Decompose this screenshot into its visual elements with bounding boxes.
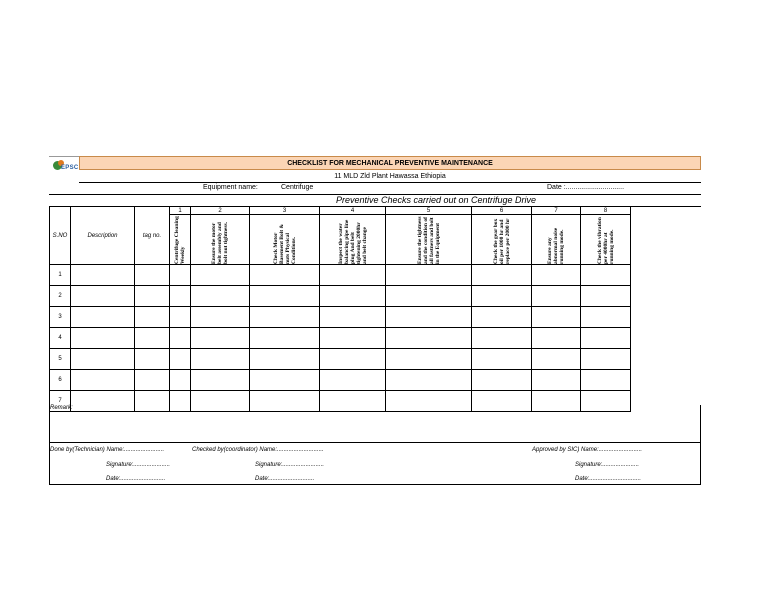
check-description-cell bbox=[320, 215, 386, 265]
check-cell-3[interactable] bbox=[250, 286, 320, 307]
check-cell-4[interactable] bbox=[320, 370, 386, 391]
check-cell-6[interactable] bbox=[472, 370, 532, 391]
row-number: 2 bbox=[50, 286, 71, 307]
check-description-cell bbox=[191, 215, 250, 265]
check-cell-5[interactable] bbox=[386, 265, 472, 286]
check-description-cell bbox=[250, 215, 320, 265]
check-number: 8 bbox=[581, 207, 631, 215]
table-row bbox=[50, 328, 631, 349]
check-cell-2[interactable] bbox=[191, 370, 250, 391]
tag-cell[interactable] bbox=[135, 307, 170, 328]
signature-field-2[interactable]: Signature:......................... bbox=[255, 462, 325, 468]
checked-by-field[interactable]: Checked by(coordinator) Name:............................ bbox=[192, 447, 324, 453]
check-cell-1[interactable] bbox=[170, 307, 191, 328]
check-cell-8[interactable] bbox=[581, 328, 631, 349]
date-field-1[interactable]: Date:........................... bbox=[106, 476, 166, 482]
check-cell-7[interactable] bbox=[532, 307, 581, 328]
description-header: Description bbox=[71, 207, 135, 265]
check-cell-8[interactable] bbox=[581, 265, 631, 286]
tag-cell[interactable] bbox=[135, 349, 170, 370]
tag-header: tag no. bbox=[135, 207, 170, 265]
check-description-cell bbox=[532, 215, 581, 265]
check-number: 7 bbox=[532, 207, 581, 215]
table-row bbox=[50, 307, 631, 328]
remark-label: Remark: bbox=[50, 405, 73, 411]
check-number: 1 bbox=[170, 207, 191, 215]
tag-cell[interactable] bbox=[135, 265, 170, 286]
check-description-cell bbox=[472, 215, 532, 265]
description-cell[interactable] bbox=[71, 265, 135, 286]
check-cell-2[interactable] bbox=[191, 349, 250, 370]
tag-cell[interactable] bbox=[135, 370, 170, 391]
check-cell-6[interactable] bbox=[472, 307, 532, 328]
done-by-field[interactable]: Done by(Technician) Name:........................ bbox=[50, 447, 165, 453]
check-description: Check Motor Basement Bolt & nuts Physical Conditions. bbox=[272, 223, 297, 264]
check-number: 5 bbox=[386, 207, 472, 215]
check-cell-5[interactable] bbox=[386, 286, 472, 307]
preventive-checks-title: Preventive Checks carried out on Centrifuge Drive bbox=[171, 194, 701, 207]
check-cell-7[interactable] bbox=[532, 265, 581, 286]
check-cell-8[interactable] bbox=[581, 286, 631, 307]
check-cell-8[interactable] bbox=[581, 307, 631, 328]
check-number: 3 bbox=[250, 207, 320, 215]
row-number: 3 bbox=[50, 307, 71, 328]
tag-cell[interactable] bbox=[135, 286, 170, 307]
check-cell-3[interactable] bbox=[250, 349, 320, 370]
check-description-cell bbox=[170, 215, 191, 265]
check-number: 4 bbox=[320, 207, 386, 215]
check-cell-5[interactable] bbox=[386, 307, 472, 328]
logo-text: EPSC bbox=[61, 165, 79, 171]
check-description-cell bbox=[386, 215, 472, 265]
checklist-table bbox=[49, 206, 631, 412]
signature-field-1[interactable]: Signature:...................... bbox=[106, 462, 171, 468]
table-row bbox=[50, 370, 631, 391]
check-cell-3[interactable] bbox=[250, 307, 320, 328]
check-description-cell bbox=[581, 215, 631, 265]
check-cell-3[interactable] bbox=[250, 328, 320, 349]
row-number: 4 bbox=[50, 328, 71, 349]
check-cell-4[interactable] bbox=[320, 265, 386, 286]
check-cell-1[interactable] bbox=[170, 328, 191, 349]
equipment-label: Equipment name: bbox=[203, 184, 258, 191]
check-cell-7[interactable] bbox=[532, 328, 581, 349]
check-number-row bbox=[50, 207, 631, 215]
check-cell-1[interactable] bbox=[170, 286, 191, 307]
check-cell-1[interactable] bbox=[170, 349, 191, 370]
check-cell-1[interactable] bbox=[170, 370, 191, 391]
form-subtitle: 11 MLD Zld Plant Hawassa Ethiopia bbox=[79, 171, 701, 183]
check-description: Centrifuge Cleaning Weekly bbox=[174, 215, 186, 264]
equipment-value: Centrifuge bbox=[281, 184, 314, 191]
check-cell-6[interactable] bbox=[472, 349, 532, 370]
check-cell-7[interactable] bbox=[532, 370, 581, 391]
description-cell[interactable] bbox=[71, 307, 135, 328]
check-cell-5[interactable] bbox=[386, 349, 472, 370]
check-cell-4[interactable] bbox=[320, 286, 386, 307]
date-field-3[interactable]: Date:............................... bbox=[575, 476, 642, 482]
check-description: Check the vibration per 4000hr at running mode. bbox=[596, 216, 615, 264]
company-logo bbox=[49, 156, 79, 177]
description-cell[interactable] bbox=[71, 349, 135, 370]
check-cell-5[interactable] bbox=[386, 328, 472, 349]
check-cell-6[interactable] bbox=[472, 265, 532, 286]
check-cell-6[interactable] bbox=[472, 328, 532, 349]
check-cell-2[interactable] bbox=[191, 328, 250, 349]
check-number: 6 bbox=[472, 207, 532, 215]
check-cell-5[interactable] bbox=[386, 370, 472, 391]
check-cell-4[interactable] bbox=[320, 349, 386, 370]
check-description: Check the gear box oil per 1000 hr and replace per 2000 hr bbox=[492, 218, 511, 264]
check-cell-8[interactable] bbox=[581, 370, 631, 391]
row-number: 5 bbox=[50, 349, 71, 370]
check-cell-8[interactable] bbox=[581, 349, 631, 370]
sno-header: S.NO bbox=[50, 207, 71, 265]
check-cell-2[interactable] bbox=[191, 265, 250, 286]
check-cell-6[interactable] bbox=[472, 286, 532, 307]
approved-by-field[interactable]: Approved by SIC) Name:.......................... bbox=[532, 447, 643, 453]
check-cell-4[interactable] bbox=[320, 328, 386, 349]
remark-box[interactable] bbox=[49, 405, 701, 443]
form-title: CHECKLIST FOR MECHANICAL PREVENTIVE MAINTENANCE bbox=[79, 156, 701, 170]
check-description: Ensure the tightness and the condition of all fastners and bolt in the Equipment bbox=[416, 215, 441, 264]
check-cell-1[interactable] bbox=[170, 265, 191, 286]
row-number: 1 bbox=[50, 265, 71, 286]
signature-field-3[interactable]: Signature:...................... bbox=[575, 462, 640, 468]
description-cell[interactable] bbox=[71, 328, 135, 349]
table-row bbox=[50, 286, 631, 307]
check-description: Ensure the motor belt assembly and bolt nut tightness. bbox=[211, 221, 229, 264]
checklist-body bbox=[50, 265, 631, 412]
table-row bbox=[50, 349, 631, 370]
check-description: Ensure any abnormal noise running mode. bbox=[547, 227, 565, 264]
check-cell-2[interactable] bbox=[191, 286, 250, 307]
row-number: 7 bbox=[50, 391, 71, 412]
check-cell-4[interactable] bbox=[320, 307, 386, 328]
table-row bbox=[50, 265, 631, 286]
date-field: Date :.............................. bbox=[547, 184, 625, 191]
check-cell-7[interactable] bbox=[532, 286, 581, 307]
check-description: Inspect the water balancing pipe line plug And belt tightening 2000hr and belt change bbox=[337, 219, 368, 264]
check-cell-3[interactable] bbox=[250, 265, 320, 286]
check-cell-7[interactable] bbox=[532, 349, 581, 370]
row-number: 6 bbox=[50, 370, 71, 391]
check-number: 2 bbox=[191, 207, 250, 215]
signature-section bbox=[49, 443, 701, 485]
tag-cell[interactable] bbox=[135, 328, 170, 349]
description-cell[interactable] bbox=[71, 370, 135, 391]
date-field-2[interactable]: Date:........................... bbox=[255, 476, 315, 482]
check-cell-3[interactable] bbox=[250, 370, 320, 391]
description-cell[interactable] bbox=[71, 286, 135, 307]
check-cell-2[interactable] bbox=[191, 307, 250, 328]
